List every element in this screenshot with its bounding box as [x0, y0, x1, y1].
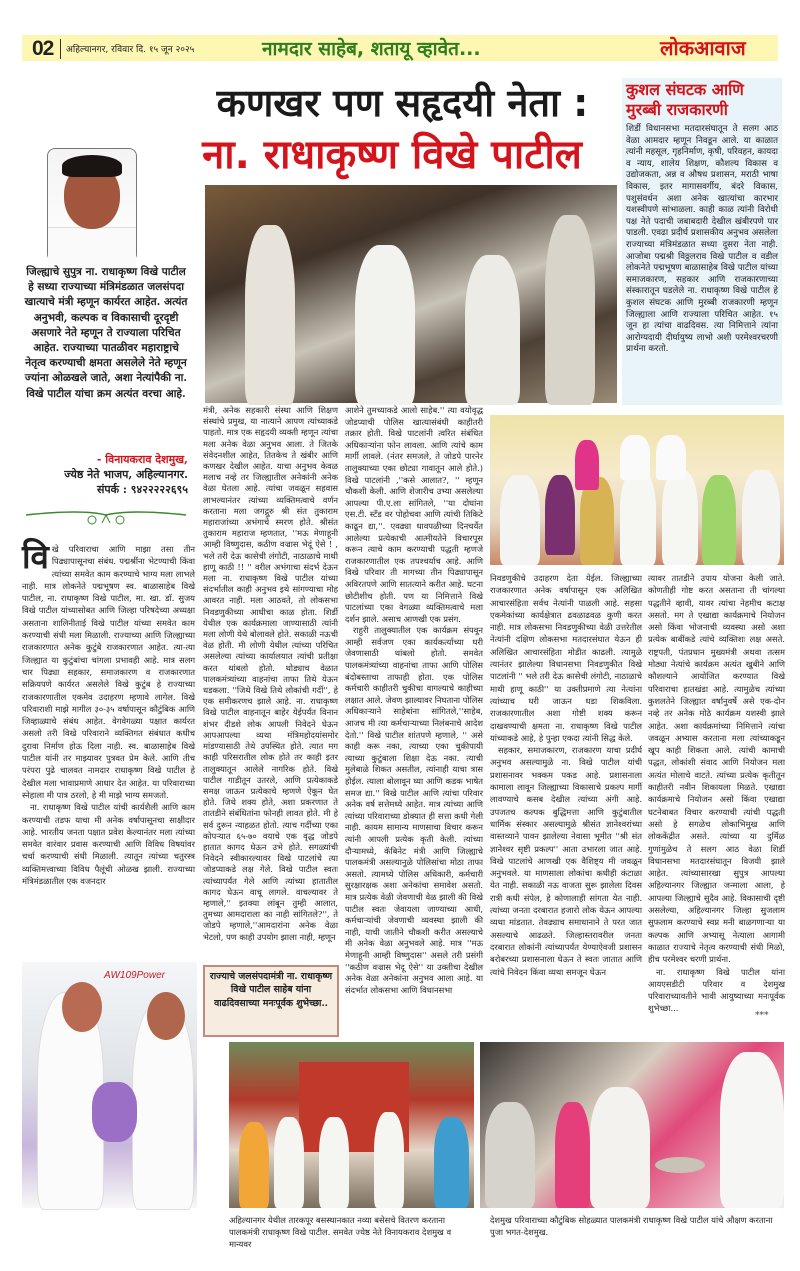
byline-author: - विनायकराव देशमुख, — [96, 453, 188, 466]
dropcap: वि — [22, 537, 49, 576]
page-number: 02 — [32, 37, 54, 60]
helicopter-marking: AW109Power — [104, 970, 165, 981]
ornament-divider-icon — [22, 507, 190, 527]
article-column-3 — [345, 405, 483, 1037]
article-column-1 — [22, 537, 195, 957]
photo-figure — [355, 245, 415, 405]
masthead-divider — [60, 39, 61, 59]
article-paragraph: खे परिवाराचा आणि माझा तसा तीन पिढ्यापासूनचा संबंध. पद्मश्रींना भेटण्याची किंवा त्यांच्या समवेत काम करण्याचे भाग्य मला लाभले नाही. मात्र लोकनेते पद्मभूषण स्व. बाळासाहेब विखे पाटील, ना. राधाकृष्ण विखे पाटील, मा. खा. डॉ. सुजय विखे पाटील यांच्यासोबत आणि जिल्हा परिषदेच्या अध्यक्षा असताना शालिनीताई विखे पाटील यांच्या समवेत काम करण्याची संधी मला मिळाली. राज्याच्या आणि जिल्ह्याच्या राजकारणात अनेक कुटुंबे राजकारणात आहेत. त्या-त्या जिल्ह्यात या कुटुंबांचा चांगला प्रभावही आहे. मात्र सलग चार पिढ्या सहकार, समाजकारण व राजकारणात सक्रियपणे कार्यरत असलेले विखे कुटुंब हे राज्याच्या राजकारणातील एकमेव उदाहरण म्हणावे लागेल. विखे परिवाराशी माझे मागील ३०-३५ वर्षापासून कौटुंबिक आणि जिव्हाळ्याचे संबंध आहेत. वेगवेगळ्या पक्षात कार्यरत असलो तरी विखे परिवाराने व्यक्तिगत संबंधात कधीच दुरावा निर्माण होऊ दिला नाही. स्व. बाळासाहेब विखे पाटील यांनी तर माझ्यावर पुत्रवत प्रेम केले. आणि तीच परंपरा पुढे चालवत नामदार राधाकृष्ण विखे पाटील हे देखील मला भावाप्रमाणे आधार देत आहेत. या परिवाराच्या स्नेहाला मी पात्र ठरलो, हे मी माझे भाग्य समजतो. — [22, 544, 195, 800]
photo-figure — [500, 475, 540, 565]
photo-figure — [620, 435, 650, 480]
article-paragraph: ना. राधाकृष्ण विखे पाटील यांना आयएसडीटी परिवार व देशमुख परिवाराच्यावतीने भावी आयुष्याच्या मनःपूर्वक शुभेच्छा... — [648, 966, 785, 1014]
byline — [22, 452, 188, 497]
photo-crowd — [205, 185, 617, 403]
wish-box: राज्याचे जलसंपदामंत्री ना. राधाकृष्ण विखे पाटील साहेब यांना वाढदिवसाच्या मनःपूर्वक शुभेच्छा.. — [203, 965, 339, 1037]
photo-bouquet — [92, 1082, 137, 1142]
photo-caption-bus: अहिल्यानगर येथील तारकपूर बसस्थानकात नव्या बसेसचे वितरण करताना पालकमंत्री राधाकृष्ण विखे पाटील. समवेत ज्येष्ठ नेते विनायकराव देशमुख व मान्यवर — [229, 1215, 452, 1249]
photo-face — [62, 982, 102, 1032]
photo-figure — [656, 435, 686, 480]
photo-figure — [239, 1122, 269, 1208]
photo-face — [147, 992, 185, 1040]
article-column-2 — [203, 405, 338, 960]
article-paragraph: सहकार, समाजकारण, राजकारण याचा प्रदीर्घ अनुभव असल्यामुळे ना. विखे पाटील यांची प्रशासनावर भक्कम पकड आहे. प्रशासनाला कामाला लावून जिल्ह्याच्या विकासाचे प्रकल्प मार्गी लावण्याचे कसब देखील त्यांच्या अंगी आहे. उपजतच कल्पक बुद्धिमत्ता आणि कुटुंबातील धार्मिक संस्कार असल्यामुळे श्रीसंत ज्ञानेश्वरांच्या वास्तव्याने पावन झालेल्या नेवासा भूमीत ''श्री संत ज्ञानेश्वर सृष्टी प्रकल्प'' आता उभारला जात आहे. विखे पाटलांचे आणखी एक वैशिष्ट्य मी जवळून अनुभवले. या माणसाला लोकांचा कधीही कंटाळा येत नाही. सकाळी नऊ वाजता सुरू झालेला दिवस रात्री कधी संपेल, हे कोणालाही सांगता येत नाही. त्यांच्या जनता दरबारात हजारो लोक येऊन आपल्या व्यथा मांडतात. तेवढ्याच समाधानाने ते परत जात असल्याचे आढळते. जिल्हास्तरावरील जनता दरबारात लोकांनी त्यांच्यापर्यंत येण्याऐवजी प्रशासन बरोबरच्या प्रशासनाला घेऊन ते स्वतः जातात आणि त्यांचे निवेदन किंवा व्यथा समजून घेऊन — [490, 745, 642, 977]
byline-title: ज्येष्ठ नेते भाजप, अहिल्यानगर. — [64, 468, 188, 481]
photo-figure — [485, 1102, 535, 1208]
article-column-5 — [648, 572, 785, 1014]
photo-figure — [662, 470, 698, 565]
photo-figure — [620, 470, 656, 565]
newspaper-logo: लोकआवाज — [660, 36, 746, 60]
article-paragraph: मंत्री, अनेक सहकारी संस्था आणि शिक्षण संस्थांचे प्रमुख, या नात्याने आपण त्यांच्याकडे पाहतो. मात्र एक सहृदयी व्यक्ती म्हणून त्यांचा मला अनेक वेळा अनुभव आला. ते जितके संवेदनशील आहेत, तितकेच ते खंबीर आणि कणखर देखील आहेत. याचा अनुभव केवळ मलाच नव्हे तर जिल्ह्यातील अनेकांनी अनेक वेळा घेतला आहे. त्यांचा जवळून सहवास लाभल्यानंतर त्यांच्या व्यक्तिमत्वाचे वर्णन करताना मला जगद्गुरु श्री संत तुकाराम महाराजांच्या अभंगाचे स्मरण होते. श्रीसंत तुकाराम महाराज म्हणतात, ''मऊ मेणाहूनी आम्ही विष्णुदास, कठीण वज्रास भेदूं ऐसे ! , भले तरी देऊ कासेची लंगोटी, नाठाळाचे माथी हाणू काठी !! '' वरील अभंगाचा संदर्भ देऊन मला ना. राधाकृष्ण विखे पाटील यांच्या संदर्भातील काही अनुभव इथे सांगण्याचा मोह आवरत नाही. मला आठवते, तो लोकसभा निवडणुकीच्या आधीचा काळ होता. शिर्डी येथील एक कार्यक्रमाला जाण्यासाठी त्यांनी मला लोणी येथे बोलावले होते. सकाळी नऊची वेळ होती. मी लोणी येथील त्यांच्या परिचित असलेल्या त्यांच्या कार्यालयात त्यांची प्रतीक्षा करत थांबलो होतो. थोड्याच वेळात पालकमंत्र्यांच्या वाहनांचा ताफा तिथे येऊन धडकला. ''जिथे विखे तिथे लोकांची गर्दी'', हे एक समीकरणच झाले आहे. ना. राधाकृष्ण विखे पाटील वाहनातून बाहेर येईपर्यंत विनान शंभर दीडशे लोक आपली निवेदने घेऊन आपआपल्या व्यथा मंत्रिमहोदयांसमोर मांडण्यासाठी तेथे उपस्थित होते. त्यात मग काही परिसरातील लोक होते तर काही इतर तालुक्यातून आलेले नागरिक होते. विखे पाटील गाडीतून उतरले, आणि प्रत्येकाकडे समक्ष जाऊन प्रत्येकाचे म्हणणे ऐकून घेत होते. जिथे शक्य होते, अशा प्रकरणात ते तातडीने संबंधितांना फोनही लावत होते. मी हे सर्व दुरून न्याहळत होतो. त्याच गर्दीच्या एका कोपऱ्यात ६५-७० वयाचे एक वृद्ध जोडपे हातात कागद घेऊन उभे होते. सगळ्यांची निवेदने स्वीकारल्यावर विखे पाटलांचे त्या जोडप्याकडे लक्ष गेले. विखे पाटील स्वतः त्यांच्यापर्यंत गेले आणि त्यांच्या हातातील कागद घेऊन वाचू लागले. वाचल्यावर ते म्हणाले,'' इतक्या लांबून तुम्ही आलात, तुमच्या आमदाराला का नाही सांगितले?'', ते जोडपे म्हणाले,''आमदारांना अनेक वेळा भेटलो, पण काही उपयोग झाला नाही, म्हणून — [203, 405, 338, 942]
photo-figure — [434, 1117, 469, 1208]
intro-quote: जिल्ह्याचे सुपुत्र ना. राधाकृष्ण विखे पाटील हे सध्या राज्याच्या मंत्रिमंडळात जलसंपदा खात्याचे मंत्री म्हणून कार्यरत आहेत. अत्यंत अनुभवी, कल्पक व विकासाची दूरदृष्टी असणारे नेते म्हणून ते राज्याला परिचित आहेत. राज्याच्या पातळीवर महाराष्ट्राचे नेतृत्व करण्याची क्षमता असलेले नेते म्हणून ज्यांना ओळखले जाते, अशा नेत्यांपैकी ना. विखे पाटील यांचा क्रम अत्यंत वरचा आहे. — [24, 266, 188, 400]
photo-figure — [580, 477, 614, 565]
photo-figure — [319, 1117, 349, 1208]
dateline: अहिल्यानगर, रविवार दि. १५ जून २०२५ — [66, 45, 195, 55]
aarti-plate-icon — [655, 1157, 705, 1173]
banner-title: नामदार साहेब, शतायू व्हावेत... — [262, 38, 481, 60]
photo-aukshan — [480, 1042, 784, 1208]
sidebar-title: कुशल संघटक आणि मुरब्बी राजकारणी — [626, 80, 744, 119]
photo-figure — [702, 475, 736, 565]
article-column-4 — [490, 572, 642, 1034]
headline-kicker: कणखर पण सहृदयी नेता : — [216, 81, 589, 125]
sidebar-body: शिर्डी विधानसभा मतदारसंघातून ते सलग आठ वेळा आमदार म्हणून निवडून आले. या काळात त्यांनी महसूल, गृहनिर्माण, कृषी, परिवहन, कायदा व न्याय, शालेय शिक्षण, कौशल्य विकास व उद्योजकता, अन्न व औषध प्रशासन, मराठी भाषा विकास, इतर मागासवर्गीय, बंदरे विकास, पशुसंवर्धन अशा अनेक खात्यांचा कारभार यशस्वीपणे सांभाळला. काही काळ त्यांनी विरोधी पक्ष नेते पदाची जबाबदारी देखील खंबीरपणे पार पाडली. एवढा प्रदीर्घ प्रशासकीय अनुभव असलेला राज्याच्या मंत्रिमंडळात सध्या दुसरा नेता नाही. आजोबा पद्मश्री विठ्ठलराव विखे पाटील व वडील लोकनेते पद्मभूषण बाळासाहेब विखे पाटील यांच्या समाजकारण, सहकार आणि राजकारणाच्या संस्कारातून घडलेले ना. राधाकृष्ण विखे पाटील हे कुशल संघटक आणि मुरब्बी राजकारणी म्हणून जिल्ह्याला आणि राज्याला परिचित आहेत. १५ जून हा त्यांचा वाढदिवस. त्या निमित्ताने त्यांना आरोग्यदायी दीर्घायुष्य लाभो अशी परमेश्वरचरणी प्रार्थना करतो. — [626, 124, 778, 355]
photo-caption-aukshan: देशमुख परिवाराच्या कौटुंबिक सोहळ्यात पालकमंत्री राधाकृष्ण विखे पाटील यांचे औक्षण करताना पुजा भगत-देशमुख. — [490, 1215, 773, 1237]
article-paragraph: आशेने तुमच्याकडे आलो साहेब.'' त्या वयोवृद्ध जोडप्याची पोलिस खात्यासंबंधी काहीतरी तक्रार होती. विखे पाटलांनी त्वरित संबंधित अधिकाऱ्यांना फोन लावला. आणि त्यांचे काम मार्गी लावले. (नंतर समजले, ते जोडपे पारनेर तालुक्याच्या एका छोट्या गावातून आले होते.) विखे पाटलांनी ,''कसे आलात?, '' म्हणून चौकशी केली. आणि शेजारीच उभ्या असलेल्या आपल्या पी.ए.ला सांगितले, ''या दोघांना एस.टी. स्टॅंड वर पोहोचवा आणि त्यांची तिकिटे काढून द्या,''. एवढ्या धावपळीच्या दिनचर्येत आलेल्या प्रत्येकाची आत्मीयतेने विचारपूस करून त्याचे काम करण्याची पद्धती म्हणजे राजकारणातील एक तपश्चर्याच आहे. आणि विखे परिवार ती मागच्या तीन पिढ्यापासून अविरतपणे आणि सातत्याने करीत आहे. घटना छोटीशीच होती. पण या निमित्ताने विखे पाटलांच्या एका वेगळ्या व्यक्तिमत्वाचे मला दर्शन झाले. असाच आणखी एक प्रसंग. — [345, 405, 483, 624]
headline-main: ना. राधाकृष्ण विखे पाटील — [202, 132, 582, 178]
photo-figure — [742, 470, 780, 565]
article-paragraph: त्यावर तातडीने उपाय योजना केली जाते. कोणतीही गोष्ट करत असताना ती चांगल्या पद्धतीने व्हावी, यावर त्यांचा नेहमीच कटाक्ष असतो. मग ते एखाद्या कार्यक्रमाचे नियोजन असो किंवा भोजनाची व्यवस्था असो अशा प्रत्येक बाबींकडे त्यांचे व्यक्तिशः लक्ष असते. राष्ट्रपती, पंतप्रधान मुख्यमंत्री अथवा तत्सम मोठ्या नेत्यांचे कार्यक्रम अत्यंत खुबीने आणि कौशल्याने आयोजित करण्यात विखे परिवाराचा हातखंडा आहे. त्यामुळेच त्यांच्या कुशलतेने जिल्ह्यात वर्षानुवर्षे असे एक-दोन नव्हे तर अनेक मोठे कार्यक्रम यशस्वी झाले आहेत. अशा कार्यक्रमांच्या निमित्ताने त्यांचा जवळून अभ्यास करताना मला त्यांच्याकडून खूप काही शिकता आले. त्यांची कामाची पद्धत, लोकांशी संवाद आणि नियोजन मला अत्यंत मोलाचे वाटते. त्यांच्या प्रत्येक कृतीतून काहीतरी नवीन शिकायला मिळते. एखाद्या कार्यक्रमाचे नियोजन असो किंवा एखाद्या घटनेबाबत विचार करण्याची त्यांची पद्धती असो हे सगळेच लोकाभिमुख आणि लोककेंद्रीत असते. त्यांच्या या दुर्मिळ गुणांमुळेच ते सलग आठ वेळा शिर्डी विधानसभा मतदारसंघातून विजयी झाले आहेत. त्यांच्यासारखा सुपुत्र आपल्या अहिल्यानगर जिल्ह्यात जन्माला आला, हे आपल्या जिल्ह्याचे सुदैव आहे. विकासाची दृष्टी असलेल्या, अहिल्यानगर जिल्हा सुजलाम सुफलाम करण्याचे स्वप्न मनी बाळगणाऱ्या या कल्पक आणि अभ्यासू नेत्याला आगामी काळात राज्याचे नेतृत्व करण्याची संधी मिळो, हीच परमेश्वर चरणी प्रार्थना. — [648, 573, 785, 965]
photo-figure — [590, 1087, 650, 1208]
photo-figure — [545, 475, 575, 555]
photo-figure — [555, 1102, 590, 1208]
byline-contact: संपर्क : ९४२२२२२६९५ — [96, 483, 188, 496]
photo-figure — [575, 440, 599, 490]
article-paragraph: राहुरी तालुक्यातील एक कार्यक्रम संपवून आम्ही सर्वजण एका कार्यकर्त्याच्या घरी जेवणासाठी थांबलो होतो. समवेत पालकमंत्र्यांच्या वाहनांचा ताफा आणि पोलिस बंदोबस्ताचा ताफाही होता. एक पोलिस कर्मचारी काहीतरी चुकीचा वागल्याचे काहीच्या लक्षात आले. जेवण झाल्यावर निघताना पोलिस अधिकाऱ्याने साहेबांना सांगितले,''साहेब, आजच मी त्या कर्मचाऱ्याच्या निलंबनाचे आदेश देतो.'' विखे पाटील शांतपणे म्हणाले, '' असे काही करू नका, त्याच्या एका चुकीपायी त्याच्या कुटुंबाला शिक्षा देऊ नका. त्याची मुलेबाळे शिकत असतील, त्यांनाही याचा त्रास होईल. त्याला बोलावून घ्या आणि कडक भाषेत समज द्या.'' विखे पाटील आणि त्यांचा परिवार अनेक वर्ष सत्तेमध्ये आहेत. मात्र त्यांच्या आणि त्यांच्या परिवाराच्या डोक्यात ही सत्ता कधी गेली नाही. कायम सामान्य माणसाचा विचार करून त्यांनी आपली प्रत्येक कृती केली. त्यांच्या दौऱ्यामध्ये, कॅबिनेट मंत्री आणि जिल्ह्याचे पालकमंत्री असल्यानुळे पोलिसांचा मोठा ताफा असतो. त्यामध्ये पोलिस अधिकारी, कर्मचारी सुरक्षारक्षक अशा अनेकांचा समावेश असतो. मात्र प्रत्येक वेळी जेवणाची वेळ झाली की विखे पाटील स्वतः जेवायला जाण्याच्या आधी, कर्मचाऱ्यांची जेवणाची व्यवस्था झाली की नाही, याची जातीने चौकशी करीत असल्याचे मी अनेक वेळा अनुभवले आहे. मात्र ''मऊ मेणाहूनी आम्ही विष्णुदास'' असले तरी प्रसंगी ''कठीण वज्रास भेदू ऐसे'' या उक्तीचा देखील अनेक वेळा अनेकांना अनुभव आला आहे. या संदर्भात लोकसभा आणि विधानसभा — [345, 625, 483, 995]
article-paragraph: निवडणुकीचे उदाहरण देता येईल. जिल्ह्याच्या राजकारणात अनेक वर्षापासून एक अलिखित आचारसंहिता सर्वच नेत्यांनी पाळली आहे. सहसा एकमेकांच्या कार्यक्षेत्रात ढवळाढवळ कुणी करत नाही. मात्र लोकसभा निवडणुकीच्या वेळी उत्तरेतील नेत्यांनी दक्षिण लोकसभा मतदारसंघात येऊन ही अलिखित आचारसंहिता मोडीत काढली. त्यामुळे त्यानंतर झालेल्या विधानसभा निवडणुकीत विखे पाटलांनी '' भले तरी देऊ कासेची लंगोटी, नाठाळाचे माथी हाणू काठी'' या उक्तीप्रमाणे त्या नेत्यांना त्यांच्याच घरी जाऊन धडा शिकविला. राजकारणातील अशा गोष्टी शक्य करून दाखवण्याची क्षमता ना. राधाकृष्ण विखे पाटील यांच्याकडे आहे, हे पुन्हा एकदा त्यांनी सिद्ध केले. — [490, 573, 642, 743]
photo-figure — [245, 225, 295, 405]
photo-figure — [720, 1052, 784, 1208]
portrait-hair — [62, 155, 122, 177]
photo-family — [490, 415, 784, 565]
article-paragraph: ना. राधाकृष्ण विखे पाटील यांची कार्यशैली आणि काम करण्याची तडफ याचा मी अनेक वर्षापासूनचा साक्षीदार आहे. भारतीय जनता पक्षात प्रवेश केल्यानंतर मला त्यांच्या समवेत वारंवार प्रवास करण्याची आणि विविध विषयांवर चर्चा करण्याची संधी मिळाली. त्यातून त्यांच्या चतुरस्त्र व्यक्तिमत्त्वाच्या विविध पैलूंची ओळख झाली. राज्याच्या मंत्रिमंडळातील एक वजनदार — [22, 802, 195, 887]
photo-figure — [465, 255, 520, 405]
portrait-shirt — [48, 227, 136, 268]
photo-bus-inauguration — [229, 1042, 474, 1208]
end-mark: *** — [755, 1011, 769, 1021]
author-portrait — [47, 148, 137, 262]
photo-helicopter — [22, 962, 197, 1208]
photo-figure — [374, 1112, 404, 1208]
photo-figure — [274, 1117, 304, 1208]
photo-figure — [545, 215, 595, 405]
